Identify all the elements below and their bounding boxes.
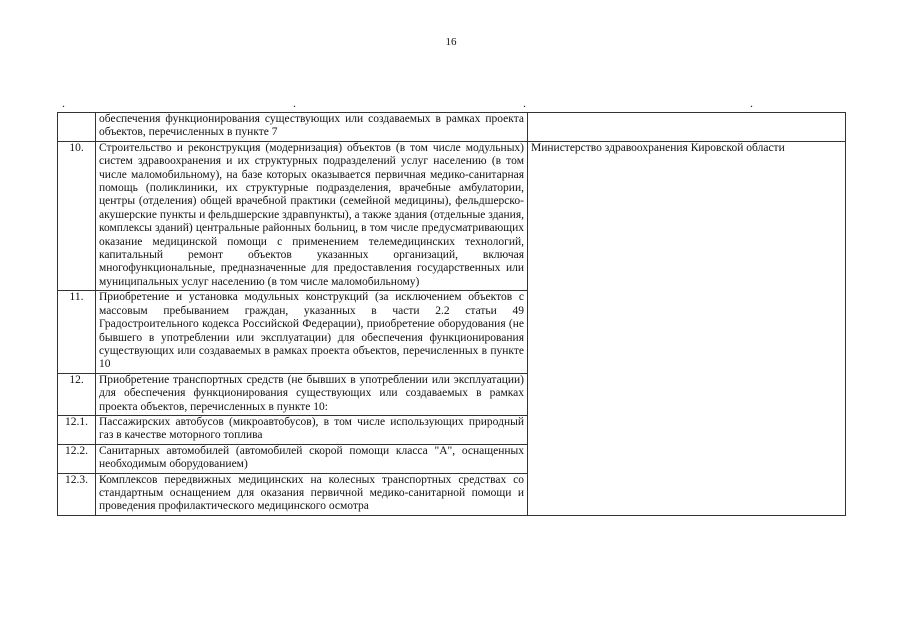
column-marker-dot: . xyxy=(62,96,65,110)
page-number: 16 xyxy=(445,36,457,48)
row-number: 12.1. xyxy=(58,415,96,444)
row-number: 10. xyxy=(58,141,96,290)
row-description: Приобретение транспортных средств (не бывших в употреблении или эксплуатации) для обеспечения функционирования существующих или создаваемых в рамках проекта объектов, перечисленных в пункте 10: xyxy=(96,373,528,415)
column-marker-dot: . xyxy=(750,96,753,110)
row-number: 11. xyxy=(58,291,96,373)
row-responsible xyxy=(528,113,846,142)
row-number: 12.2. xyxy=(58,444,96,473)
row-description: Комплексов передвижных медицинских на колесных транспортных средствах со стандартным оснащением для оказания первичной медико-санитарной помощи и проведения профилактического медицинского осмотра xyxy=(96,473,528,515)
row-responsible: Министерство здравоохранения Кировской области xyxy=(528,141,846,515)
table-row xyxy=(58,113,846,142)
column-marker-dot: . xyxy=(293,96,296,110)
row-number xyxy=(58,113,96,142)
table-row xyxy=(58,141,846,290)
row-description: Пассажирских автобусов (микроавтобусов), в том числе использующих природный газ в качестве моторного топлива xyxy=(96,415,528,444)
row-description: обеспечения функционирования существующих или создаваемых в рамках проекта объектов, перечисленных в пункте 7 xyxy=(96,113,528,142)
column-marker-dot: . xyxy=(523,96,526,110)
row-description: Санитарных автомобилей (автомобилей скорой помощи класса "А", оснащенных необходимым оборудованием) xyxy=(96,444,528,473)
row-number: 12.3. xyxy=(58,473,96,515)
row-description: Приобретение и установка модульных конструкций (за исключением объектов с массовым пребыванием граждан, указанных в части 2.2 статьи 49 Градостроительного кодекса Российской Федерации), приобретение оборудования (не бывшего в употреблении или эксплуатации) для обеспечения функционирования существующих или создаваемых в рамках проекта объектов, перечисленных в пункте 10 xyxy=(96,291,528,373)
row-number: 12. xyxy=(58,373,96,415)
row-description: Строительство и реконструкция (модернизация) объектов (в том числе модульных) систем здравоохранения и их структурных подразделений услуг населению (в том числе маломобильному), на базе которых оказывается первичная медико-санитарная помощь (поликлиники, их структурные подразделения, врачебные амбулатории, центры (отделения) общей врачебной практики (семейной медицины), фельдшерско-акушерские пункты и фельдшерские здравпункты), а также здания (отдельные здания, комплексы зданий) центральные районных больниц, в том числе предусматривающих оказание медицинской помощи с применением телемедицинских технологий, капитальный ремонт объектов указанных организаций, включая многофункциональные, предназначенные для предоставления государственных или муниципальных услуг населению (в том числе маломобильному) xyxy=(96,141,528,290)
measures-table xyxy=(57,112,846,516)
